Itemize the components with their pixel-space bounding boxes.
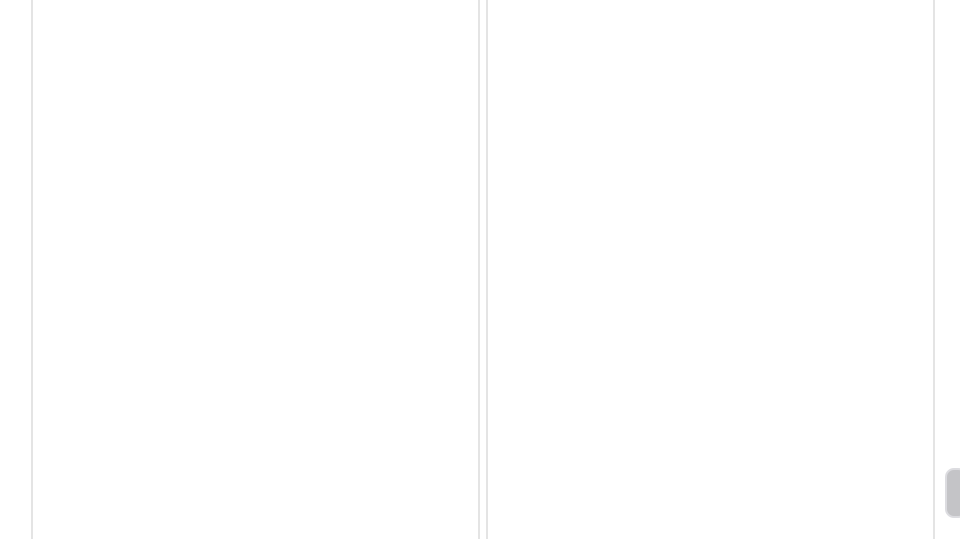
document-page-right — [486, 0, 935, 539]
document-page-left — [31, 0, 480, 539]
scrollbar-handle[interactable] — [945, 468, 960, 518]
